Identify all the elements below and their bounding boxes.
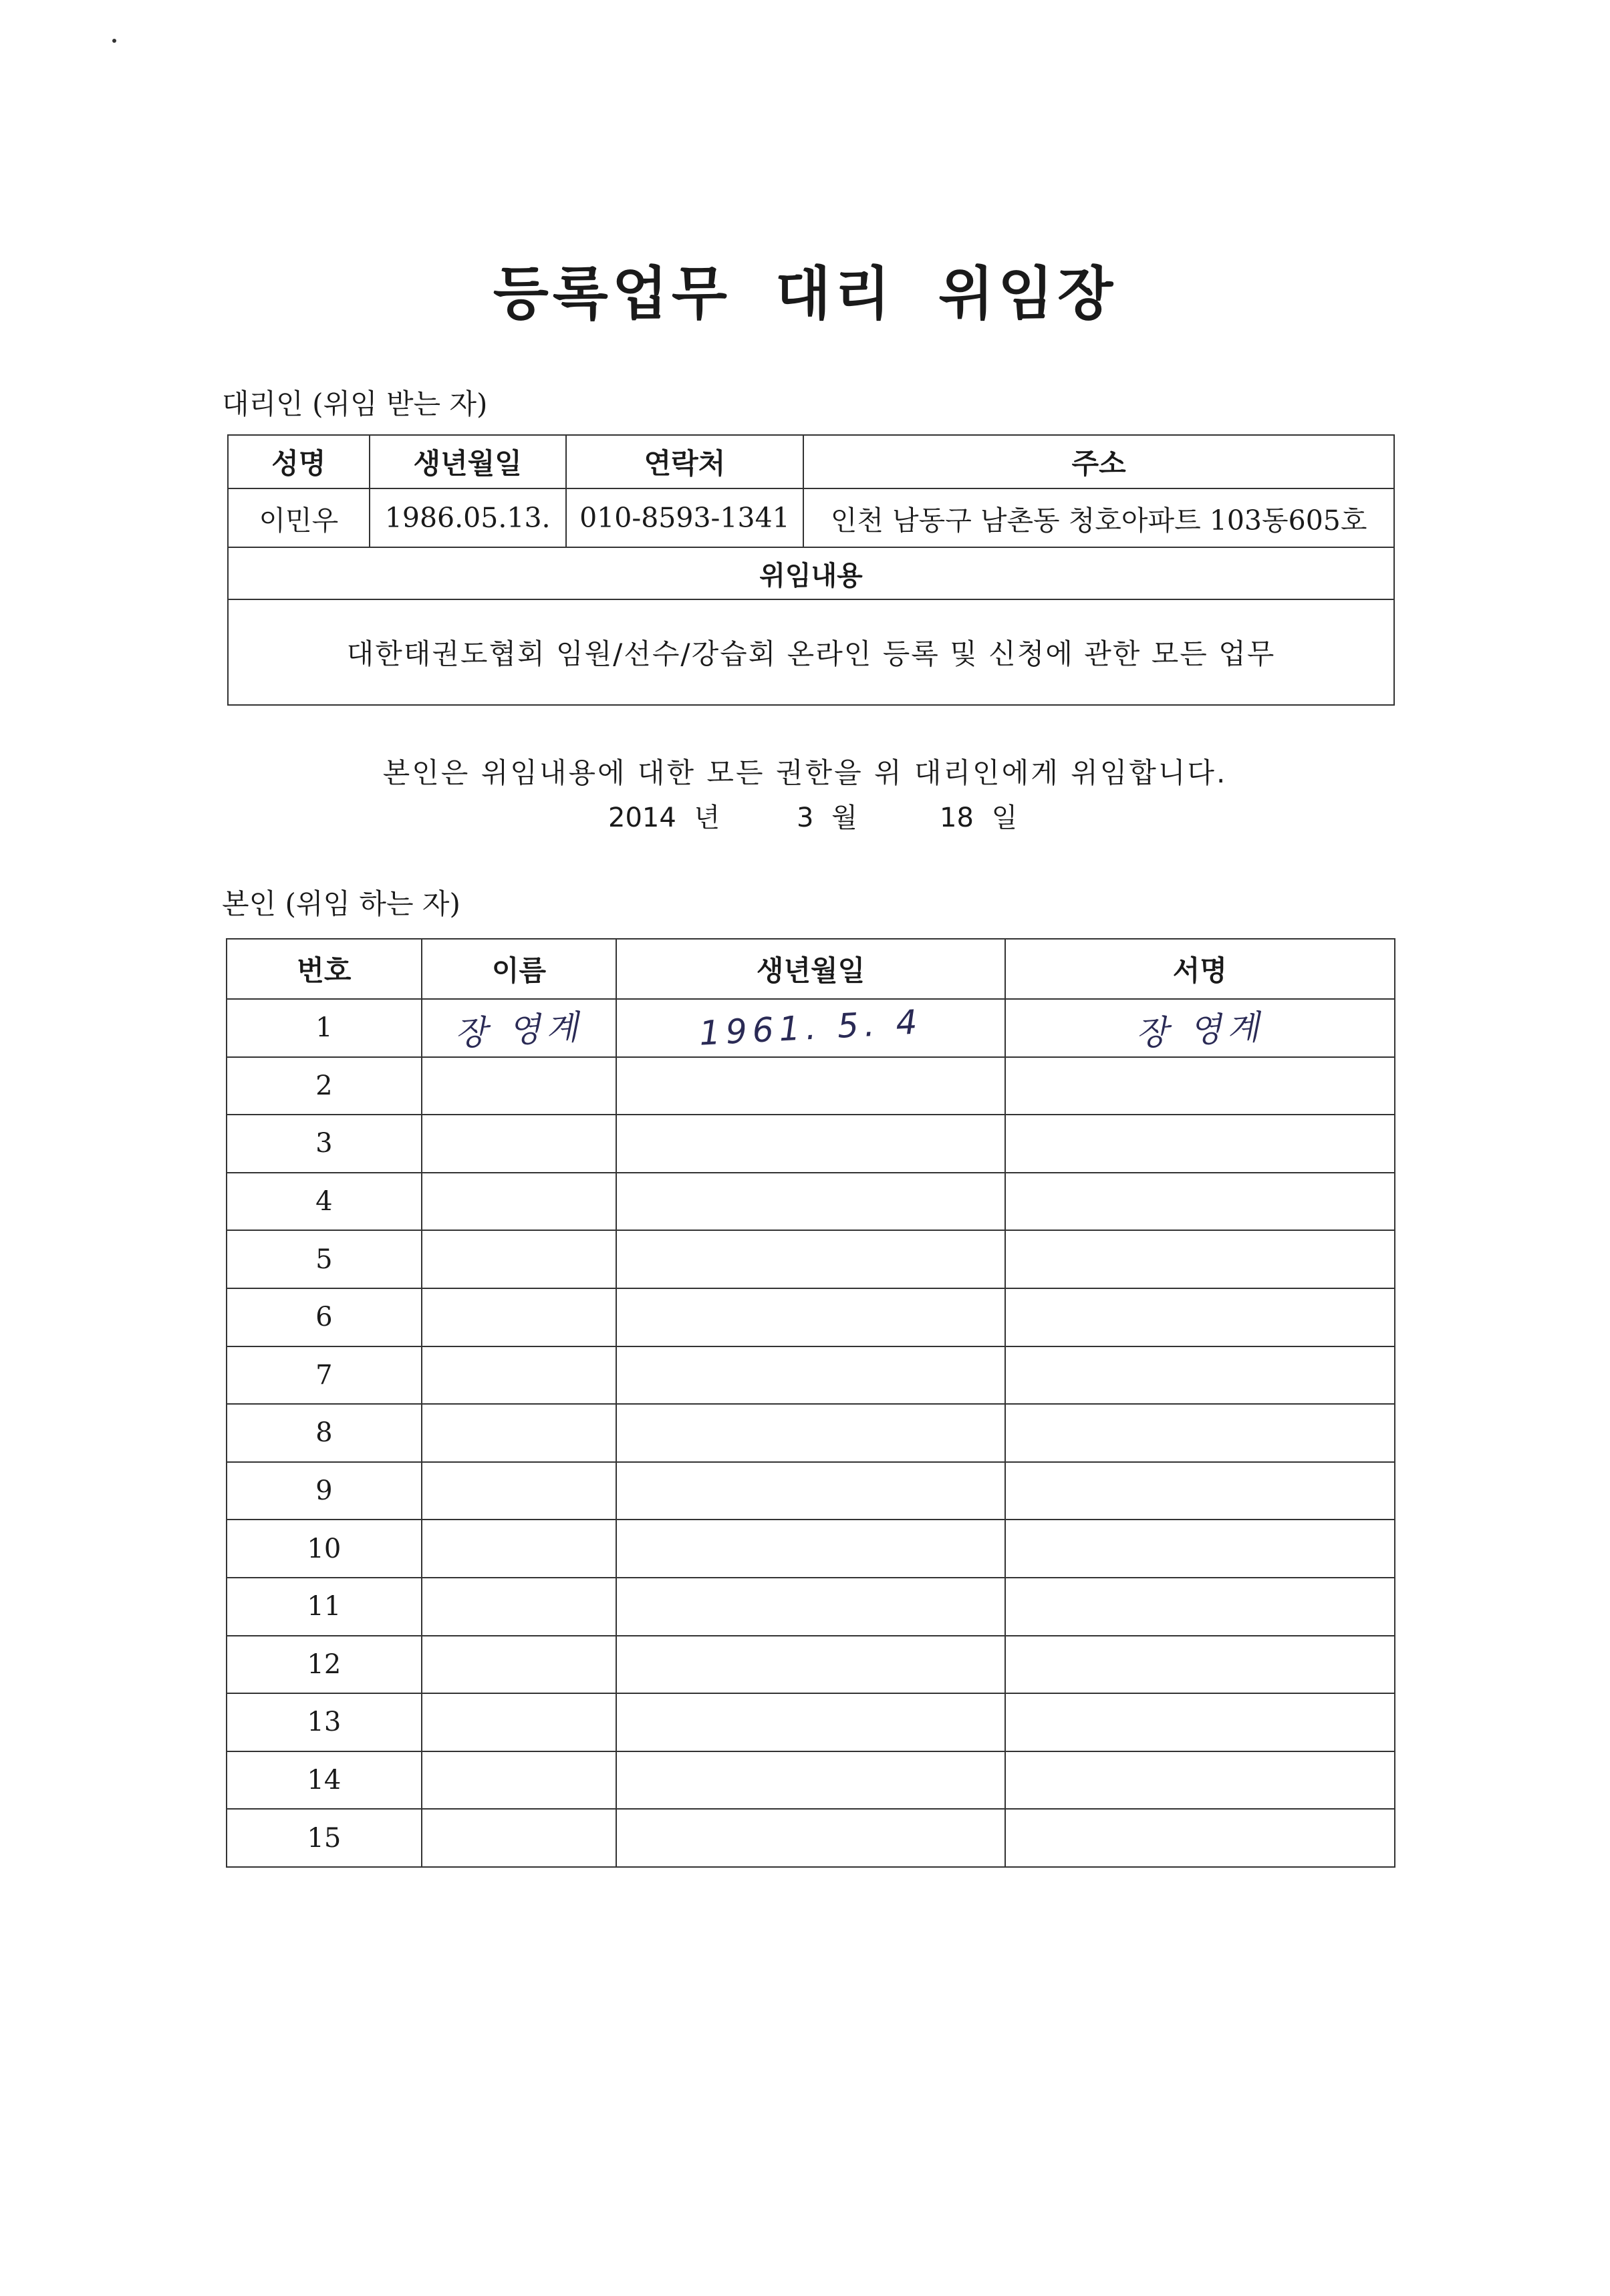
table-row [227,1809,1395,1867]
row-signature [1005,1404,1395,1462]
row-signature [1005,1057,1395,1115]
table-row [227,1636,1395,1694]
row-signature-handwriting: 장 영계 [1134,1008,1266,1054]
row-birth-handwriting: 1961. 5. 4 [698,1002,924,1054]
date-year-unit: 년 [694,803,720,833]
proxy-header-row [228,435,1394,488]
row-signature [1005,1288,1395,1346]
principal-table [226,938,1395,1868]
date-day-value: 18 [940,803,974,833]
row-number: 5 [227,1230,422,1288]
proxy-header-address: 주소 [803,435,1394,488]
row-signature [1005,1115,1395,1173]
table-row [227,999,1395,1057]
date-year [608,797,720,835]
row-birth [616,1462,1004,1520]
proxy-header-birth: 생년월일 [370,435,566,488]
row-number: 10 [227,1520,422,1578]
row-number: 15 [227,1809,422,1867]
row-signature [1005,1751,1395,1810]
row-name [422,1693,617,1751]
row-signature [1005,1230,1395,1288]
mandate-text: 대한태권도협회 임원/선수/강습회 온라인 등록 및 신청에 관한 모든 업무 [228,599,1394,705]
proxy-header-name: 성명 [228,435,370,488]
proxy-name: 이민우 [228,488,370,547]
principal-header-no: 번호 [227,939,422,999]
row-birth [616,999,1004,1057]
date-day [940,797,1017,835]
mandate-header-row [228,547,1394,599]
row-name-handwriting: 장 영계 [453,1008,585,1054]
proxy-contact: 010-8593-1341 [566,488,804,547]
row-signature [1005,999,1395,1057]
row-number: 9 [227,1462,422,1520]
row-birth [616,1288,1004,1346]
row-name [422,1173,617,1231]
proxy-section-label: 대리인 (위임 받는 자) [222,388,488,420]
table-row [227,1520,1395,1578]
row-name [422,1115,617,1173]
row-number: 7 [227,1346,422,1405]
row-birth [616,1636,1004,1694]
row-birth [616,1809,1004,1867]
table-row [227,1693,1395,1751]
row-name [422,1230,617,1288]
proxy-table [227,434,1395,706]
row-birth [616,1115,1004,1173]
table-row [227,1751,1395,1810]
row-number: 2 [227,1057,422,1115]
proxy-header-contact: 연락처 [566,435,804,488]
mandate-header: 위임내용 [228,547,1394,599]
table-row [227,1115,1395,1173]
table-row [227,1404,1395,1462]
row-name [422,1404,617,1462]
principal-header-row [227,939,1395,999]
date-year-value: 2014 [608,803,676,833]
delegation-statement: 본인은 위임내용에 대한 모든 권한을 위 대리인에게 위임합니다. [382,756,1228,789]
row-birth [616,1057,1004,1115]
table-row [227,1057,1395,1115]
principal-header-signature: 서명 [1005,939,1395,999]
row-signature [1005,1462,1395,1520]
row-name [422,1057,617,1115]
date-day-unit: 일 [991,803,1018,833]
row-signature [1005,1809,1395,1867]
row-name [422,1346,617,1405]
row-number: 11 [227,1578,422,1636]
proxy-birth: 1986.05.13. [370,488,566,547]
date-month-unit: 월 [831,803,857,833]
row-number: 1 [227,999,422,1057]
row-birth [616,1346,1004,1405]
table-row [227,1288,1395,1346]
proxy-data-row [228,488,1394,547]
row-birth [616,1520,1004,1578]
scan-speck [112,39,116,43]
row-number: 6 [227,1288,422,1346]
table-row [227,1578,1395,1636]
row-name [422,999,617,1057]
row-name [422,1751,617,1810]
row-signature [1005,1520,1395,1578]
row-name [422,1520,617,1578]
row-name [422,1578,617,1636]
principal-header-name: 이름 [422,939,617,999]
table-row [227,1230,1395,1288]
date-month-value: 3 [797,803,814,833]
row-birth [616,1404,1004,1462]
row-birth [616,1173,1004,1231]
document-title: 등록업무 대리 위임장 [493,261,1117,327]
table-row [227,1346,1395,1405]
row-birth [616,1751,1004,1810]
principal-section-label: 본인 (위임 하는 자) [222,887,460,920]
mandate-body-row [228,599,1394,705]
row-name [422,1809,617,1867]
row-signature [1005,1173,1395,1231]
row-number: 14 [227,1751,422,1810]
row-number: 12 [227,1636,422,1694]
row-signature [1005,1346,1395,1405]
row-signature [1005,1693,1395,1751]
table-row [227,1462,1395,1520]
row-birth [616,1578,1004,1636]
row-birth [616,1693,1004,1751]
date-month [797,797,857,835]
principal-header-birth: 생년월일 [616,939,1004,999]
row-signature [1005,1636,1395,1694]
row-number: 3 [227,1115,422,1173]
row-name [422,1462,617,1520]
row-number: 4 [227,1173,422,1231]
row-birth [616,1230,1004,1288]
table-row [227,1173,1395,1231]
row-name [422,1288,617,1346]
row-number: 8 [227,1404,422,1462]
proxy-address: 인천 남동구 남촌동 청호아파트 103동605호 [803,488,1394,547]
row-signature [1005,1578,1395,1636]
row-number: 13 [227,1693,422,1751]
row-name [422,1636,617,1694]
